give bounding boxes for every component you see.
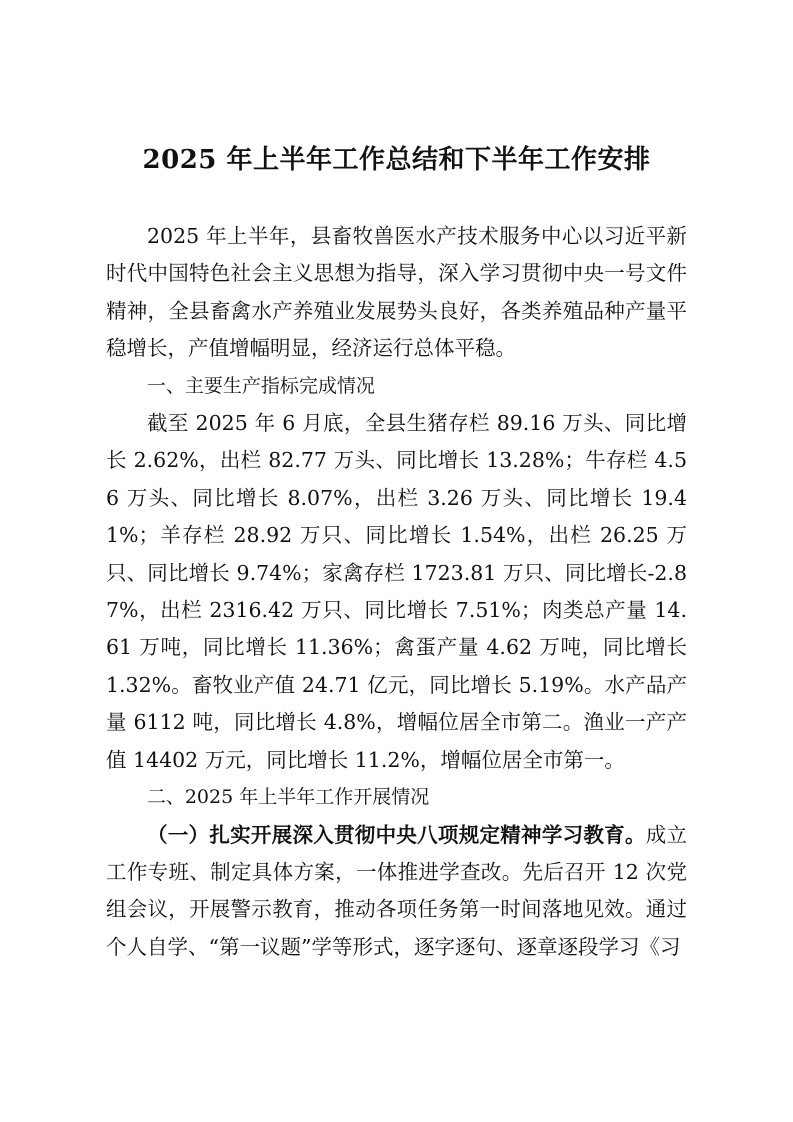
work-item-paragraph: [106, 817, 687, 967]
section-heading-work-progress: 二、2025 年上半年工作开展情况: [146, 786, 430, 809]
section-heading-production-indicators: 一、主要生产指标完成情况: [146, 374, 375, 397]
document-body: [106, 218, 687, 966]
document-title: 2025 年上半年工作总结和下半年工作安排: [142, 145, 651, 175]
work-item-text: 成立工作专班、制定具体方案，一体推进学查改。先后召开 12 次党组会议，开展警示教育，推动各项任务第一时间落地见效。通过个人自学、“第一议题”学等形式，逐字逐句、逐章逐段学习《习: [106, 822, 687, 959]
work-item-lead: （一）扎实开展深入贯彻中央八项规定精神学习教育。: [147, 822, 646, 847]
intro-paragraph: 2025 年上半年，县畜牧兽医水产技术服务中心以习近平新时代中国特色社会主义思想为指导，深入学习贯彻中央一号文件精神，全县畜禽水产养殖业发展势头良好，各类养殖品种产量平稳增长，产值增幅明显，经济运行总体平稳。: [106, 224, 687, 361]
production-indicators-paragraph: 截至 2025 年 6 月底，全县生猪存栏 89.16 万头、同比增长 2.62%，出栏 82.77 万头、同比增长 13.28%；牛存栏 4.56 万头、同比增长 8.07%，出栏 3.26 万头、同比增长 19.41%；羊存栏 28.92 万只、同比增长 1.54%，出栏 26.25 万只、同比增长 9.74%；家禽存栏 1723.81 万只、同比增长-2.87%，出栏 2316.42 万只、同比增长 7.51%；肉类总产量 14.61 万吨，同比增长 11.36%；禽蛋产量 4.62 万吨，同比增长 1.32%。畜牧业产值 24.71 亿元，同比增长 5.19%。水产品产量 6112 吨，同比增长 4.8%，增幅位居全市第二。渔业一产产值 14402 万元，同比增长 11.2%，增幅位居全市第一。: [106, 411, 687, 772]
